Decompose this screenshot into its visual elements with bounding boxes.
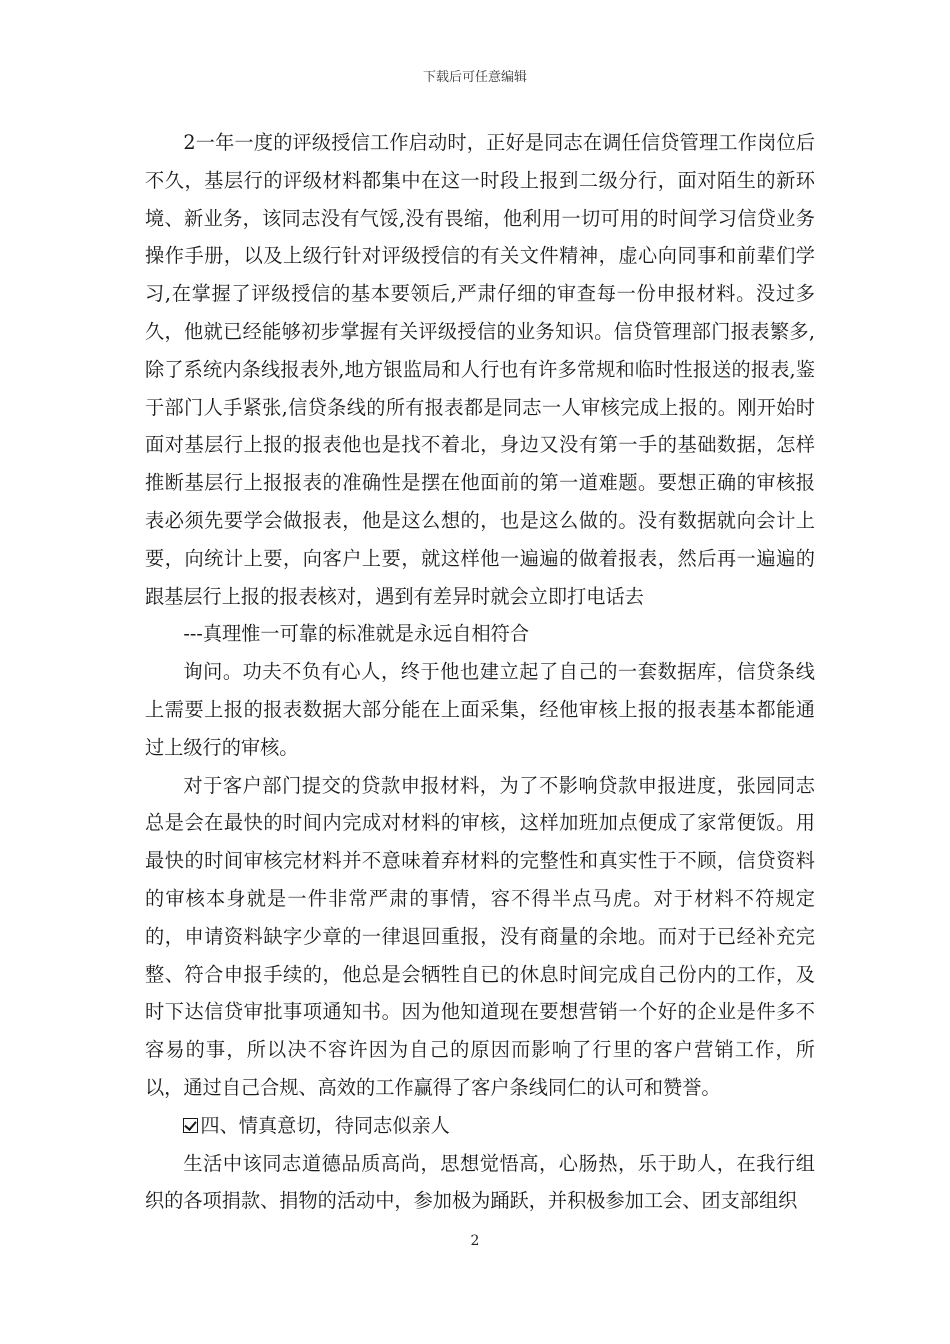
section-heading-text: 四、情真意切，待同志似亲人	[200, 1113, 450, 1137]
paragraph-life-conduct: 生活中该同志道德品质高尚，思想觉悟高，心肠热，乐于助人，在我行组织的各项捐款、捐物的活动中，参加极为踊跃，并积极参加工会、团支部组织	[145, 1151, 815, 1213]
paragraph-loan-review: 对于客户部门提交的贷款申报材料，为了不影响贷款申报进度，张园同志总是会在最快的时间内完成对材料的审核，这样加班加点便成了家常便饭。用最快的时间审核完材料并不意味着弃材料的完整性和真实性于不顾，信贷资料的审核本身就是一件非常严肃的事情，容不得半点马虎。对于材料不符规定的，申请资料缺字少章的一律退回重报，没有商量的余地。而对于已经补充完整、符合申报手续的，他总是会牺牲自已的休息时间完成自己份内的工作，及时下达信贷审批事项通知书。因为他知道现在要想营销一个好的企业是件多不容易的事，所以决不容许因为自己的原因而影响了行里的客户营销工作，所以，通过自己合规、高效的工作赢得了客户条线同仁的认可和赞誉。	[145, 773, 815, 1099]
page-number: 2	[470, 1233, 480, 1249]
checked-box-icon	[183, 1118, 198, 1133]
paragraph-inquiry: 询问。功夫不负有心人，终于他也建立起了自己的一套数据库，信贷条线上需要上报的报表数据大部分能在上面采集，经他审核上报的报表基本都能通过上级行的审核。	[145, 660, 815, 759]
document-body	[145, 124, 815, 1220]
page-header: 下载后可任意编辑	[422, 70, 527, 85]
paragraph-rating-work: 2一年一度的评级授信工作启动时，正好是同志在调任信贷管理工作岗位后不久，基层行的评级材料都集中在这一时段上报到二级分行，面对陌生的新环境、新业务，该同志没有气馁,没有畏缩，他利用一切可用的时间学习信贷业务操作手册，以及上级行针对评级授信的有关文件精神，虚心向同事和前辈们学习,在掌握了评级授信的基本要领后,严肃仔细的审查每一份申报材料。没过多久，他就已经能够初步掌握有关评级授信的业务知识。信贷管理部门报表繁多,除了系统内条线报表外,地方银监局和人行也有许多常规和临时性报送的报表,鉴于部门人手紧张,信贷条线的所有报表都是同志一人审核完成上报的。刚开始时面对基层行上报的报表他也是找不着北，身边又没有第一手的基础数据，怎样推断基层行上报报表的准确性是摆在他面前的第一道难题。要想正确的审核报表必须先要学会做报表，他是这么想的，也是这么做的。没有数据就向会计上要，向统计上要，向客户上要，就这样他一遍遍的做着报表，然后再一遍遍的跟基层行上报的报表核对，遇到有差异时就会立即打电话去	[145, 131, 815, 608]
quote-line: ---真理惟一可靠的标准就是永远自相符合	[183, 622, 530, 646]
section-heading	[145, 1107, 815, 1145]
